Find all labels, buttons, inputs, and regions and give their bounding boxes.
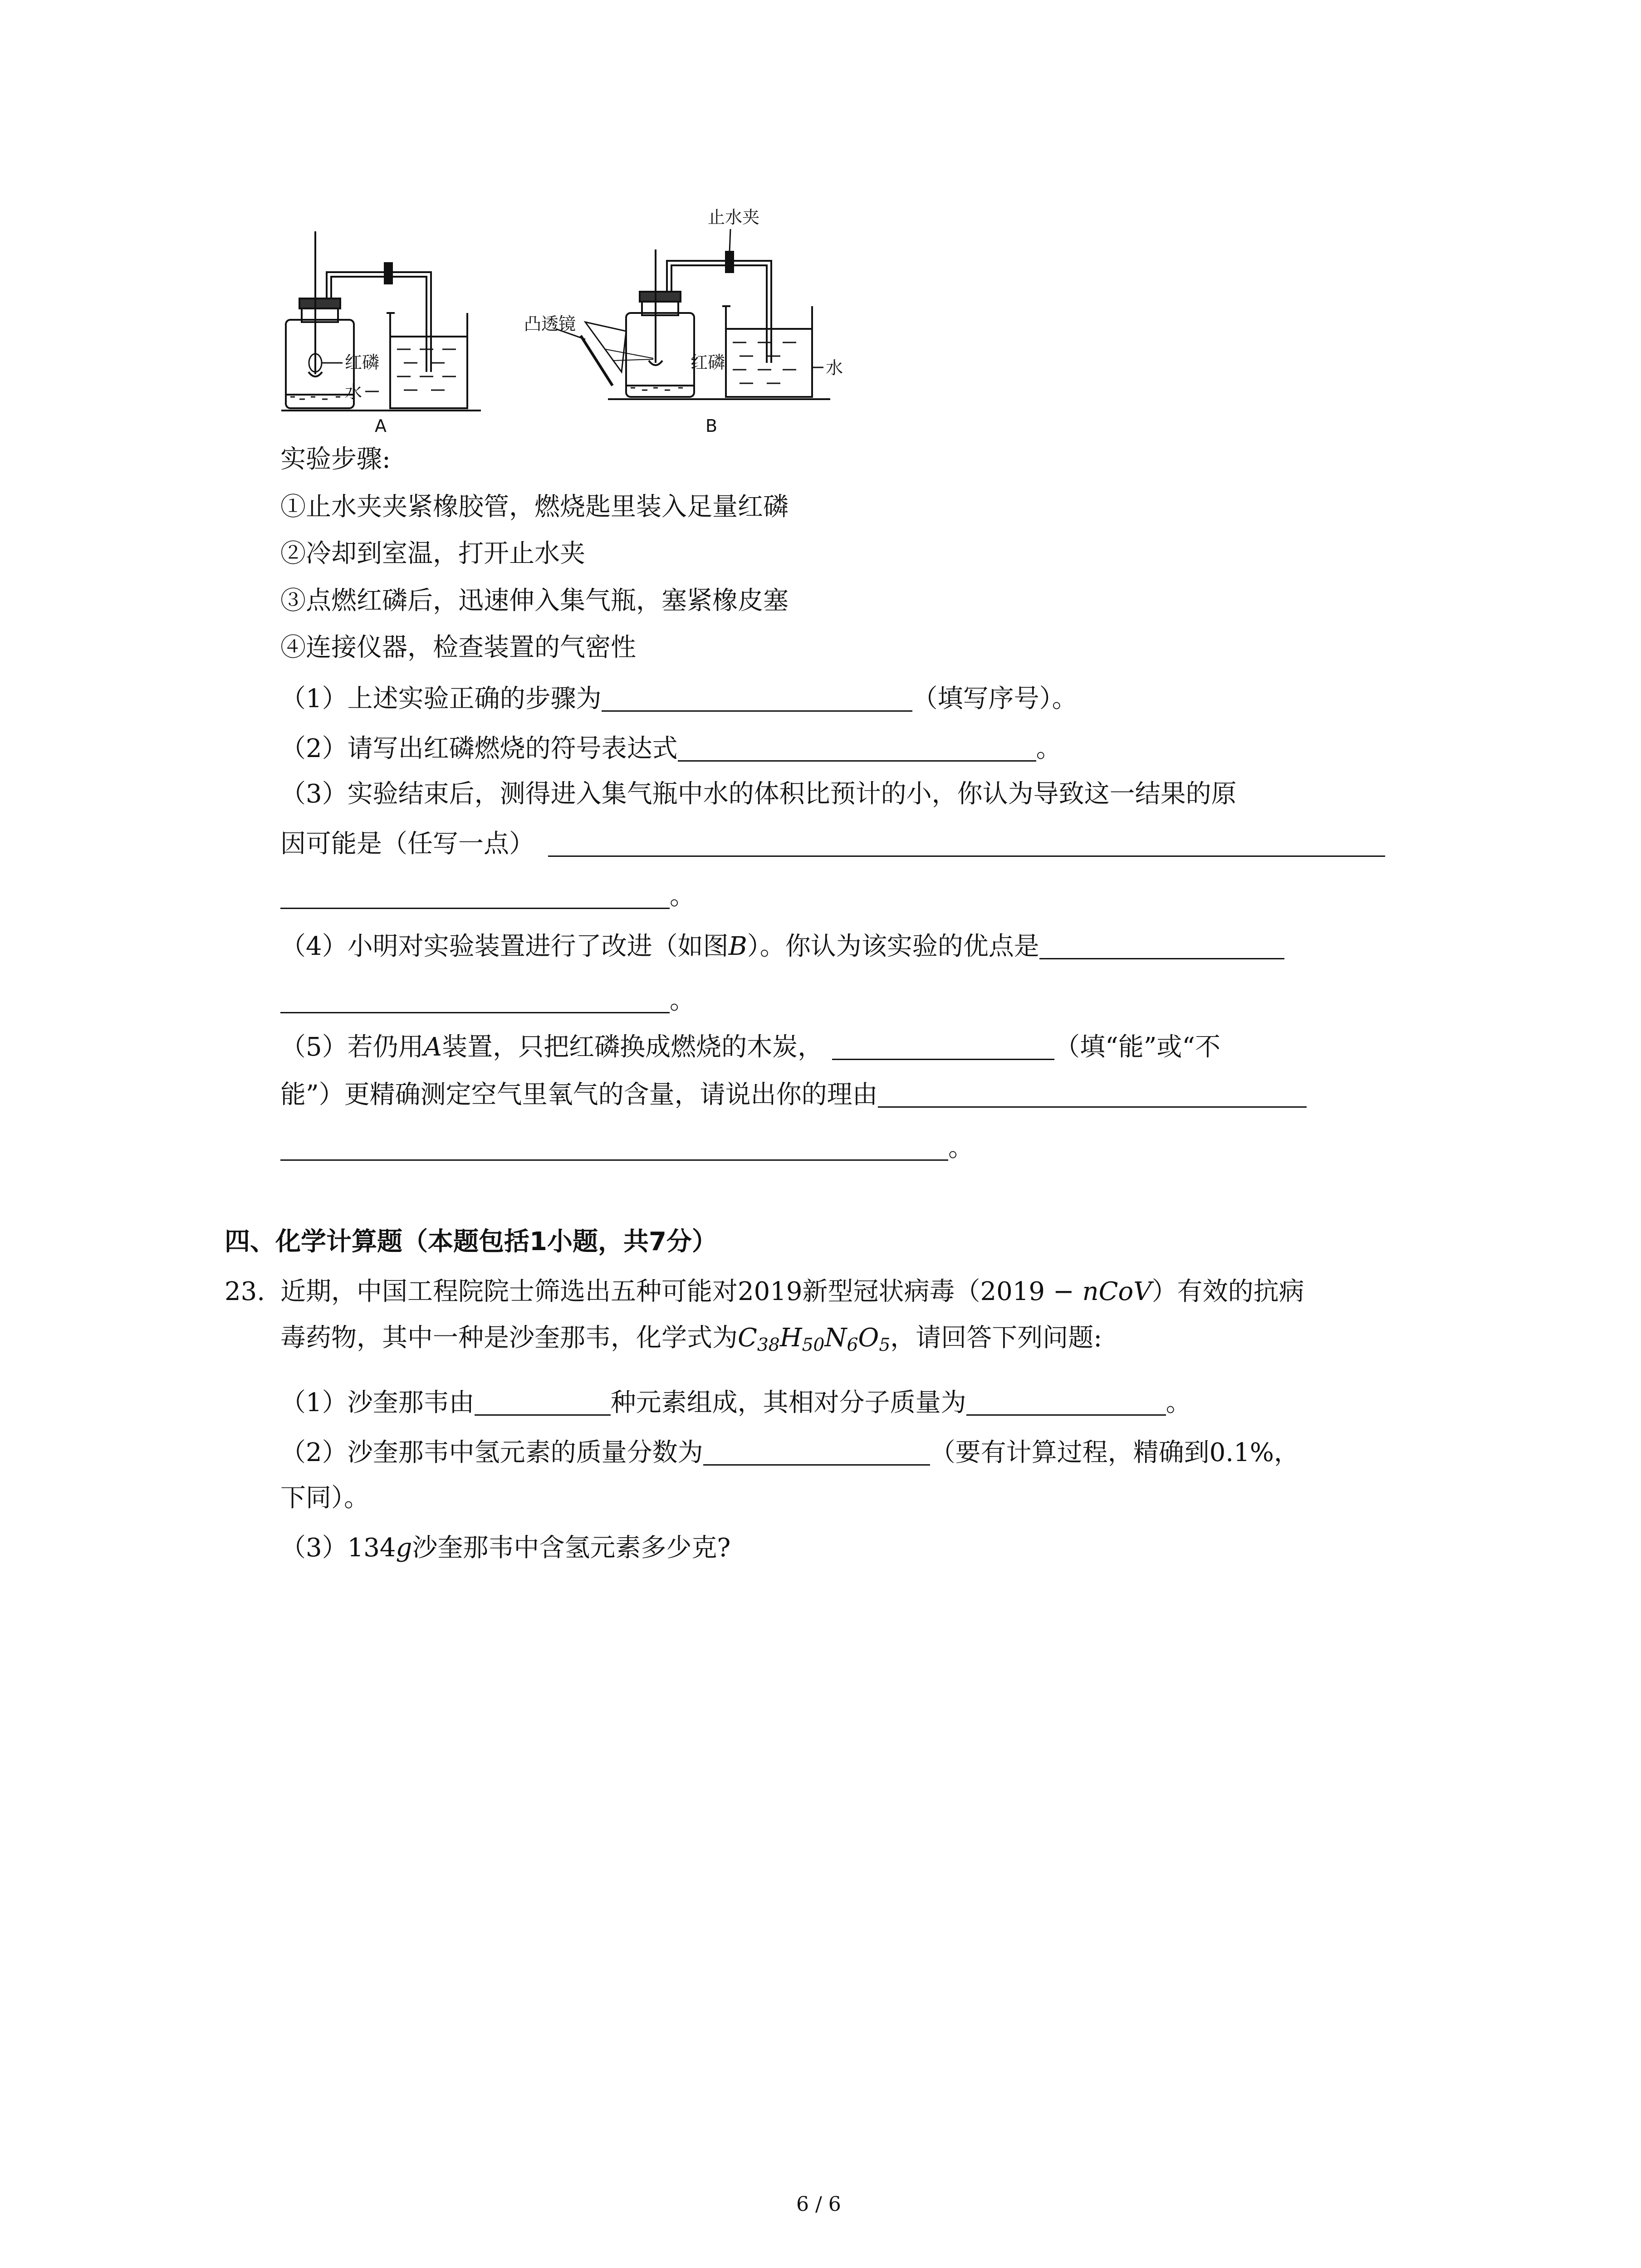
- q22-part1-blank[interactable]: [602, 685, 912, 712]
- q22-part5-text-a: （5）若仍用: [280, 1032, 424, 1062]
- q22-part3-line1: （3）实验结束后，测得进入集气瓶中水的体积比预计的小，你认为导致这一结果的原: [280, 779, 1237, 809]
- q23-number: 23.: [225, 1277, 265, 1306]
- q23-part2-blank[interactable]: [703, 1439, 930, 1466]
- q23-formula: [738, 1323, 890, 1353]
- q23-part3-text-a: （3）134: [280, 1533, 396, 1563]
- q22-part3-line3: [280, 882, 695, 909]
- q23-part1-text-a: （1）沙奎那韦由: [280, 1388, 475, 1418]
- q22-part1-suffix: （填写序号）。: [912, 684, 1078, 714]
- q23-part2-line2: 下同）。: [280, 1483, 369, 1513]
- apparatus-b: [556, 229, 830, 399]
- label-a-phosphorus: 红磷: [345, 352, 380, 372]
- q22-part2-suffix: 。: [1036, 734, 1062, 763]
- q23-part3: [280, 1535, 730, 1561]
- label-a-water: 水: [345, 382, 362, 402]
- q22-part5-figure-ref: A: [423, 1032, 442, 1062]
- q22-part4-figure-ref: B: [728, 932, 747, 961]
- q22-part4-text-b: ）。你认为该实验的优点是: [747, 932, 1039, 961]
- apparatus-diagram: [268, 218, 885, 454]
- q22-part5-blank-c[interactable]: [280, 1134, 948, 1161]
- label-b-water: 水: [826, 358, 843, 378]
- q22-part1-text: （1）上述实验正确的步骤为: [280, 684, 602, 714]
- apparatus-figure: [268, 207, 885, 454]
- q23-line1-text-c: ）有效的抗病: [1151, 1277, 1304, 1306]
- q23-virus-name: nCoV: [1082, 1277, 1152, 1306]
- label-a: A: [375, 416, 387, 436]
- q22-part4-blank-b[interactable]: [280, 987, 670, 1013]
- q23-part2-text-a: （2）沙奎那韦中氢元素的质量分数为: [280, 1438, 703, 1467]
- step-1: ①止水夹夹紧橡胶管，燃烧匙里装入足量红磷: [280, 492, 789, 522]
- q22-part3-end: 。: [670, 881, 695, 911]
- step-2: ②冷却到室温，打开止水夹: [280, 539, 585, 568]
- q22-part5-blank-a[interactable]: [832, 1033, 1054, 1060]
- q22-part1: [280, 685, 1078, 712]
- q23-part1: [280, 1389, 1191, 1416]
- step-3: ③点燃红磷后，迅速伸入集气瓶，塞紧橡皮塞: [280, 586, 789, 616]
- q23-line1-text-a: 近期，中国工程院院士筛选出五种可能对2019新型冠状病毒（2019 −: [280, 1277, 1083, 1306]
- label-b: B: [705, 416, 718, 436]
- q22-part2-text: （2）请写出红磷燃烧的符号表达式: [280, 734, 678, 763]
- q22-part5-line2: [280, 1081, 1307, 1108]
- q22-part4: [280, 933, 1284, 959]
- formula-n: N: [824, 1323, 847, 1353]
- q23-line2-text-a: 毒药物，其中一种是沙奎那韦，化学式为: [280, 1323, 738, 1353]
- q23-part3-unit: g: [396, 1533, 412, 1563]
- formula-h-count: 50: [802, 1334, 825, 1355]
- q22-part3-text: 因可能是（任写一点）: [280, 829, 534, 859]
- q23-part2: [280, 1439, 1299, 1466]
- section4-heading: 四、化学计算题（本题包括1小题，共7分）: [225, 1227, 717, 1256]
- q23-part1-blank-a[interactable]: [475, 1389, 611, 1416]
- q22-part5: [280, 1033, 1220, 1060]
- q22-part5-blank-b[interactable]: [878, 1081, 1307, 1108]
- q23-part1-text-b: 种元素组成，其相对分子质量为: [610, 1388, 966, 1418]
- q22-part5-text-c: （填“能”或“不: [1054, 1032, 1220, 1062]
- formula-o-count: 5: [879, 1334, 891, 1355]
- formula-n-count: 6: [847, 1334, 858, 1355]
- label-b-lens: 凸透镜: [524, 314, 576, 334]
- label-b-phosphorus: 红磷: [691, 352, 725, 372]
- q23-part1-end: 。: [1166, 1388, 1191, 1418]
- q22-part4-blank-a[interactable]: [1039, 933, 1284, 959]
- q23-line1: [280, 1279, 1304, 1305]
- q22-part3-blank-b[interactable]: [280, 882, 670, 909]
- q22-part5-line3: [280, 1134, 974, 1161]
- label-b-clamp: 止水夹: [708, 207, 760, 227]
- q22-part4-line2: [280, 987, 695, 1013]
- q22-part3-line2: [280, 830, 1385, 857]
- formula-c-count: 38: [757, 1334, 780, 1355]
- q22-part5-text-b: 装置，只把红磷换成燃烧的木炭，: [442, 1032, 823, 1062]
- q22-part5-end: 。: [948, 1133, 974, 1163]
- q23-part3-text-c: 沙奎那韦中含氢元素多少克?: [412, 1533, 731, 1563]
- q22-part3-blank-a[interactable]: [548, 830, 1385, 857]
- steps-title: 实验步骤:: [280, 445, 391, 474]
- q23-line2-text-b: ，请回答下列问题:: [890, 1323, 1102, 1353]
- page-number: 6 / 6: [796, 2193, 841, 2216]
- step-4: ④连接仪器，检查装置的气密性: [280, 633, 636, 662]
- q23-part1-blank-b[interactable]: [966, 1389, 1166, 1416]
- q22-part4-end: 。: [670, 986, 695, 1015]
- formula-o: O: [858, 1323, 879, 1353]
- q22-part2: [280, 735, 1062, 762]
- apparatus-a: [281, 231, 481, 411]
- q23-part2-text-b: （要有计算过程，精确到0.1%，: [930, 1438, 1299, 1467]
- q23-line2: [280, 1323, 1102, 1355]
- q22-part5-text-line2: 能”）更精确测定空气里氧气的含量，请说出你的理由: [280, 1080, 878, 1110]
- q22-part2-blank[interactable]: [678, 735, 1036, 762]
- q22-part4-text-a: （4）小明对实验装置进行了改进（如图: [280, 932, 729, 961]
- formula-c: C: [738, 1323, 757, 1353]
- formula-h: H: [779, 1323, 802, 1353]
